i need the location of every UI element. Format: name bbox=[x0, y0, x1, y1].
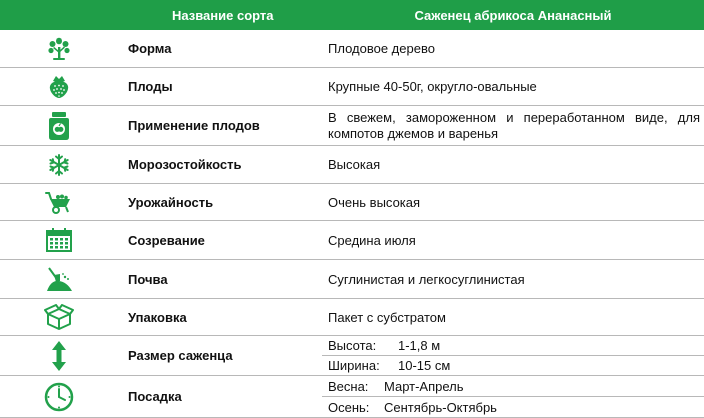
row-name: Урожайность bbox=[118, 184, 322, 221]
row-name: Плоды bbox=[118, 68, 322, 106]
clock-icon bbox=[0, 376, 118, 418]
row-name: Размер саженца bbox=[118, 336, 322, 376]
row-value bbox=[322, 356, 704, 376]
row-value: Крупные 40-50г, округло-овальные bbox=[322, 68, 704, 106]
row-value: Суглинистая и легкосуглинистая bbox=[322, 260, 704, 299]
row-value: Пакет с субстратом bbox=[322, 299, 704, 336]
autumn-value: Сентябрь-Октябрь bbox=[384, 399, 497, 415]
shovel-soil-icon bbox=[0, 260, 118, 299]
table-row bbox=[0, 336, 704, 356]
row-name: Морозостойкость bbox=[118, 146, 322, 184]
row-name: Форма bbox=[118, 30, 322, 68]
header-spacer bbox=[0, 0, 118, 30]
spring-value: Март-Апрель bbox=[384, 378, 464, 394]
row-value: Очень высокая bbox=[322, 184, 704, 221]
header-name: Название сорта bbox=[118, 0, 322, 30]
row-name: Упаковка bbox=[118, 299, 322, 336]
row-value: Плодовое дерево bbox=[322, 30, 704, 68]
header-value: Саженец абрикоса Ананасный bbox=[322, 0, 704, 30]
jam-jar-icon bbox=[0, 106, 118, 146]
vertical-arrows-icon bbox=[0, 336, 118, 376]
table-row bbox=[0, 299, 704, 336]
width-value: 10-15 см bbox=[398, 358, 451, 373]
height-value: 1-1,8 м bbox=[398, 338, 441, 353]
row-value bbox=[322, 376, 704, 397]
wheelbarrow-icon bbox=[0, 184, 118, 221]
table-header-row bbox=[0, 0, 704, 30]
spring-label: Весна: bbox=[328, 378, 369, 394]
table-row bbox=[0, 184, 704, 221]
height-label: Высота: bbox=[328, 338, 377, 353]
table-row bbox=[0, 68, 704, 106]
box-icon bbox=[0, 299, 118, 336]
table-row bbox=[0, 146, 704, 184]
row-value: Высокая bbox=[322, 146, 704, 184]
calendar-icon bbox=[0, 221, 118, 260]
snowflake-icon bbox=[0, 146, 118, 184]
table-row bbox=[0, 221, 704, 260]
row-name: Почва bbox=[118, 260, 322, 299]
row-value bbox=[322, 397, 704, 418]
table-row bbox=[0, 376, 704, 397]
table-row bbox=[0, 106, 704, 146]
row-value: Средина июля bbox=[322, 221, 704, 260]
row-value bbox=[322, 336, 704, 356]
autumn-label: Осень: bbox=[328, 399, 370, 415]
strawberry-icon bbox=[0, 68, 118, 106]
row-name: Посадка bbox=[118, 376, 322, 418]
row-value: В свежем, замороженном и переработанном виде, для компотов джемов и варенья bbox=[322, 106, 704, 146]
tree-icon bbox=[0, 30, 118, 68]
table-row bbox=[0, 260, 704, 299]
width-label: Ширина: bbox=[328, 358, 380, 373]
row-name: Применение плодов bbox=[118, 106, 322, 146]
row-name: Созревание bbox=[118, 221, 322, 260]
table-row bbox=[0, 30, 704, 68]
